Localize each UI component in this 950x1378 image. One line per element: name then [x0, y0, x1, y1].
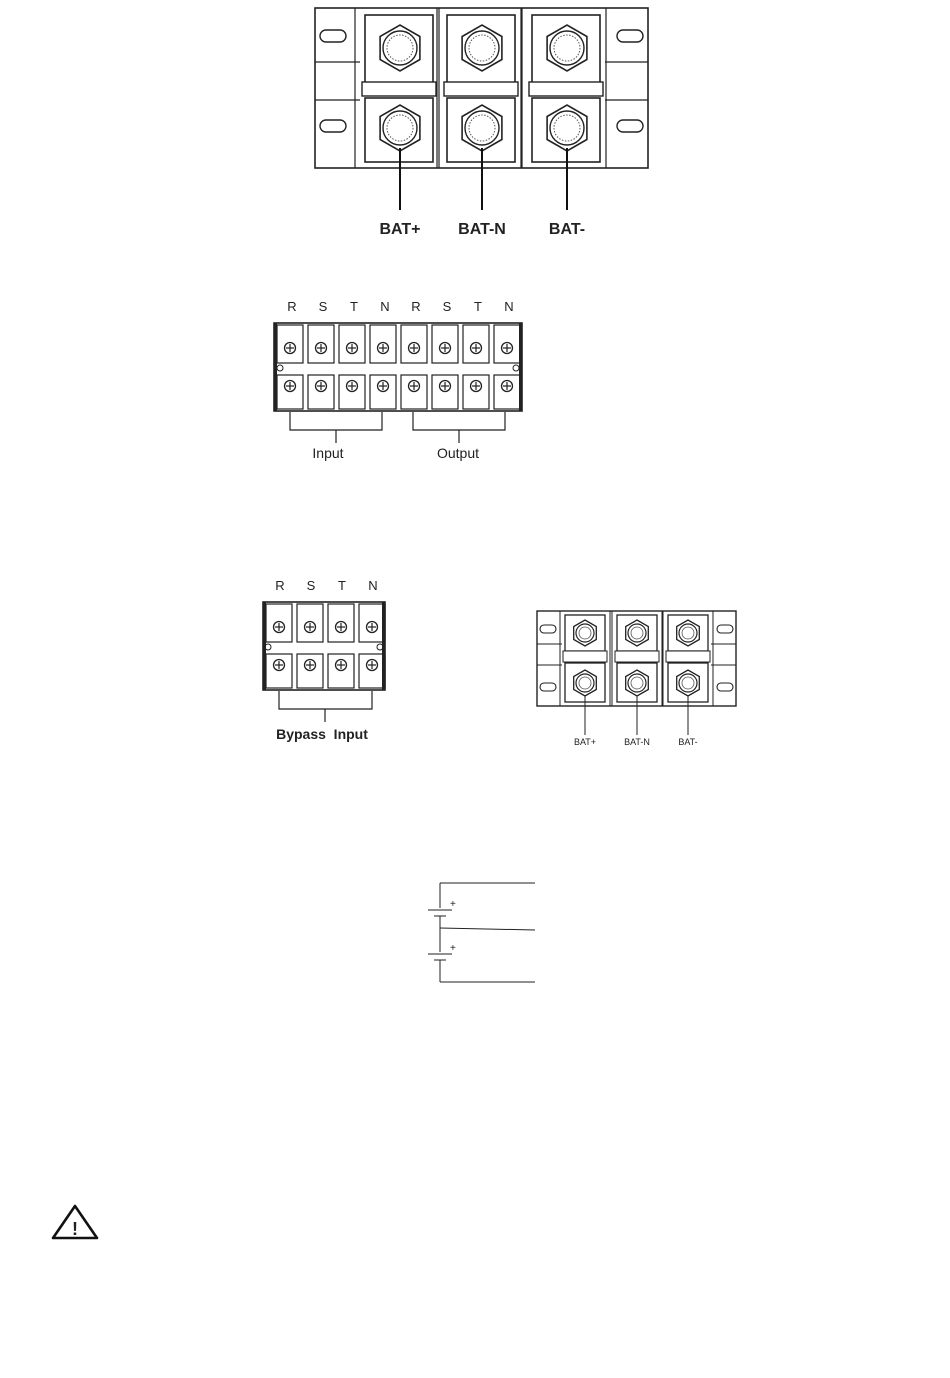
group-label: Output	[436, 445, 480, 461]
phase-label: N	[368, 578, 378, 593]
phase-label: S	[318, 299, 328, 314]
terminal-bolt	[387, 35, 413, 61]
hex-nut	[547, 25, 587, 71]
phase-label: S	[306, 578, 316, 593]
terminal-separator-bar	[529, 82, 603, 96]
terminal-washer	[465, 31, 499, 65]
terminal-bolt	[631, 627, 643, 639]
group-bracket	[290, 412, 382, 430]
terminal-washer	[550, 31, 584, 65]
terminal-bolt	[579, 677, 591, 689]
terminal-bolt	[554, 35, 580, 61]
terminal-bolt	[554, 115, 580, 141]
terminal-separator-bar	[615, 651, 659, 662]
polarity-mark: +	[450, 899, 456, 910]
terminal-bolt	[469, 115, 495, 141]
hex-nut	[462, 25, 502, 71]
mounting-slot	[717, 683, 733, 691]
hex-nut	[462, 105, 502, 151]
terminal-washer	[465, 111, 499, 145]
mounting-slot	[320, 30, 346, 42]
battery-terminal-label: BAT-N	[458, 221, 506, 238]
phase-label: T	[338, 578, 346, 593]
circuit-wire-mid	[440, 928, 535, 930]
terminal-bolt	[579, 627, 591, 639]
terminal-block-frame	[274, 323, 522, 411]
mounting-screw-icon	[277, 365, 283, 371]
mounting-slot	[320, 120, 346, 132]
phase-label: R	[287, 299, 297, 314]
hex-nut	[547, 105, 587, 151]
terminal-bolt	[682, 677, 694, 689]
terminal-separator-bar	[666, 651, 710, 662]
terminal-separator-bar	[563, 651, 607, 662]
group-label: Input	[312, 445, 344, 461]
hex-nut	[380, 25, 420, 71]
group-bracket	[279, 691, 372, 709]
terminal-bolt	[469, 35, 495, 61]
terminal-bolt	[682, 627, 694, 639]
mounting-slot	[540, 625, 556, 633]
phase-label: N	[504, 299, 514, 314]
phase-label: T	[350, 299, 358, 314]
phase-label: R	[275, 578, 285, 593]
mounting-slot	[540, 683, 556, 691]
phase-label: T	[474, 299, 482, 314]
battery-terminal-label: BAT-	[548, 221, 586, 238]
main-terminal-block	[274, 299, 522, 461]
battery-terminal-label: BAT+	[379, 221, 421, 238]
mounting-slot	[617, 30, 643, 42]
bypass-terminal-block	[263, 578, 385, 742]
mounting-slot	[617, 120, 643, 132]
battery-terminal-block-small	[537, 611, 736, 747]
phase-label: N	[380, 299, 390, 314]
battery-terminal-label: BAT+	[573, 737, 597, 747]
terminal-washer	[383, 31, 417, 65]
terminal-washer	[550, 111, 584, 145]
warning-symbol: !	[72, 1219, 78, 1239]
terminal-separator-bar	[444, 82, 518, 96]
hex-nut	[380, 105, 420, 151]
group-label: Bypass Input	[276, 726, 368, 742]
battery-circuit-schematic	[428, 883, 535, 982]
battery-terminal-label: BAT-	[678, 737, 698, 747]
battery-terminal-label: BAT-N	[624, 737, 650, 747]
terminal-bolt	[387, 115, 413, 141]
terminal-separator-bar	[362, 82, 436, 96]
terminal-block-frame	[263, 602, 385, 690]
mounting-slot	[717, 625, 733, 633]
terminal-bolt	[631, 677, 643, 689]
polarity-mark: +	[450, 943, 456, 954]
warning-triangle-icon	[53, 1206, 97, 1239]
battery-terminal-block-large	[315, 8, 648, 238]
phase-label: R	[411, 299, 421, 314]
mounting-screw-icon	[513, 365, 519, 371]
phase-label: S	[442, 299, 452, 314]
terminal-washer	[383, 111, 417, 145]
group-bracket	[413, 412, 505, 430]
